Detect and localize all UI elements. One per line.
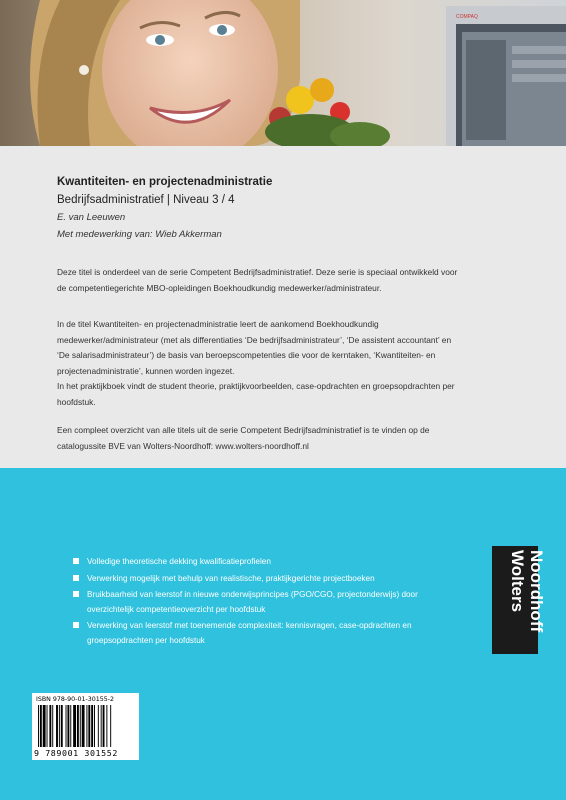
book-cooperation: Met medewerking van: Wieb Akkerman [57, 229, 222, 240]
monitor-brand: COMPAQ [456, 14, 478, 20]
bullet-square-icon [73, 575, 79, 581]
paragraph-line: hoofdstuk. [57, 396, 96, 407]
cover-photo [0, 0, 566, 146]
paragraph-line: ‘De salarisadministrateur’) de basis van beroepscompetenties die voor de kerntaken, ‘Kwantiteiten- en [57, 350, 436, 360]
description-paragraph-series [57, 265, 517, 296]
paragraph-line: de competentiegerichte MBO-opleidingen Boekhoudkundig medewerker/administrateur. [57, 282, 382, 293]
publisher-name-line2: Noordhoff [527, 550, 546, 633]
paragraph-line: Een compleet overzicht van alle titels uit de serie Competent Bedrijfsadministratief is te vinden op de [57, 425, 430, 435]
paragraph-line: Deze titel is onderdeel van de serie Competent Bedrijfsadministratief. Deze serie is speciaal ontwikkeld voor [57, 267, 458, 277]
paragraph-line: catalogussite BVE van Wolters-Noordhoff: www.wolters-noordhoff.nl [57, 440, 309, 451]
bullet-text: Volledige theoretische dekking kwalificatieprofielen [87, 557, 271, 566]
list-item [73, 572, 473, 587]
bullet-text: Verwerking van leerstof met toenemende complexiteit: kennisvragen, case-opdrachten en [87, 621, 412, 630]
paragraph-line: projectenadministratie’, kunnen worden ingezet. [57, 365, 235, 376]
paragraph-line: In het praktijkboek vindt de student theorie, praktijkvoorbeelden, case-opdrachten en groepsopdrachten per [57, 381, 455, 391]
description-paragraph-catalog [57, 423, 517, 454]
book-subtitle: Bedrijfsadministratief | Niveau 3 / 4 [57, 194, 235, 206]
ean-digits: 9 789001 301552 [34, 748, 118, 758]
description-paragraph-content [57, 317, 517, 410]
list-item [73, 555, 473, 570]
book-author: E. van Leeuwen [57, 212, 126, 223]
bullet-text: Bruikbaarheid van leerstof in nieuwe onderwijsprincipes (PGO/CGO, projectonderwijs) door [87, 590, 418, 599]
cover-photo-illustration [0, 0, 566, 146]
paragraph-line: In de titel Kwantiteiten- en projectenadministratie leert de aankomend Boekhoudkundig [57, 319, 379, 329]
bullet-text: overzichtelijk competentieoverzicht per hoofdstuk [87, 604, 266, 614]
isbn-label: ISBN 978-90-01-30155-2 [36, 696, 115, 703]
bullet-square-icon [73, 591, 79, 597]
bullet-square-icon [73, 622, 79, 628]
book-title: Kwantiteiten- en projectenadministratie [57, 176, 273, 188]
feature-list [73, 555, 473, 650]
paragraph-line: medewerker/administrateur (met als differentiaties ‘De bedrijfsadministrateur’, ‘De assistent accountant’ en [57, 334, 452, 345]
bullet-text: Verwerking mogelijk met behulp van realistische, praktijkgerichte projectboeken [87, 573, 375, 583]
isbn-barcode [32, 693, 139, 760]
bullet-square-icon [73, 558, 79, 564]
publisher-logo [492, 546, 546, 654]
bullet-text: groepsopdrachten per hoofdstuk [87, 635, 205, 645]
list-item [73, 619, 473, 648]
list-item [73, 588, 473, 617]
barcode-bars-icon [38, 705, 134, 749]
info-panel [0, 146, 566, 468]
publisher-name-line1: Wolters [508, 550, 527, 613]
feature-panel [0, 468, 566, 800]
